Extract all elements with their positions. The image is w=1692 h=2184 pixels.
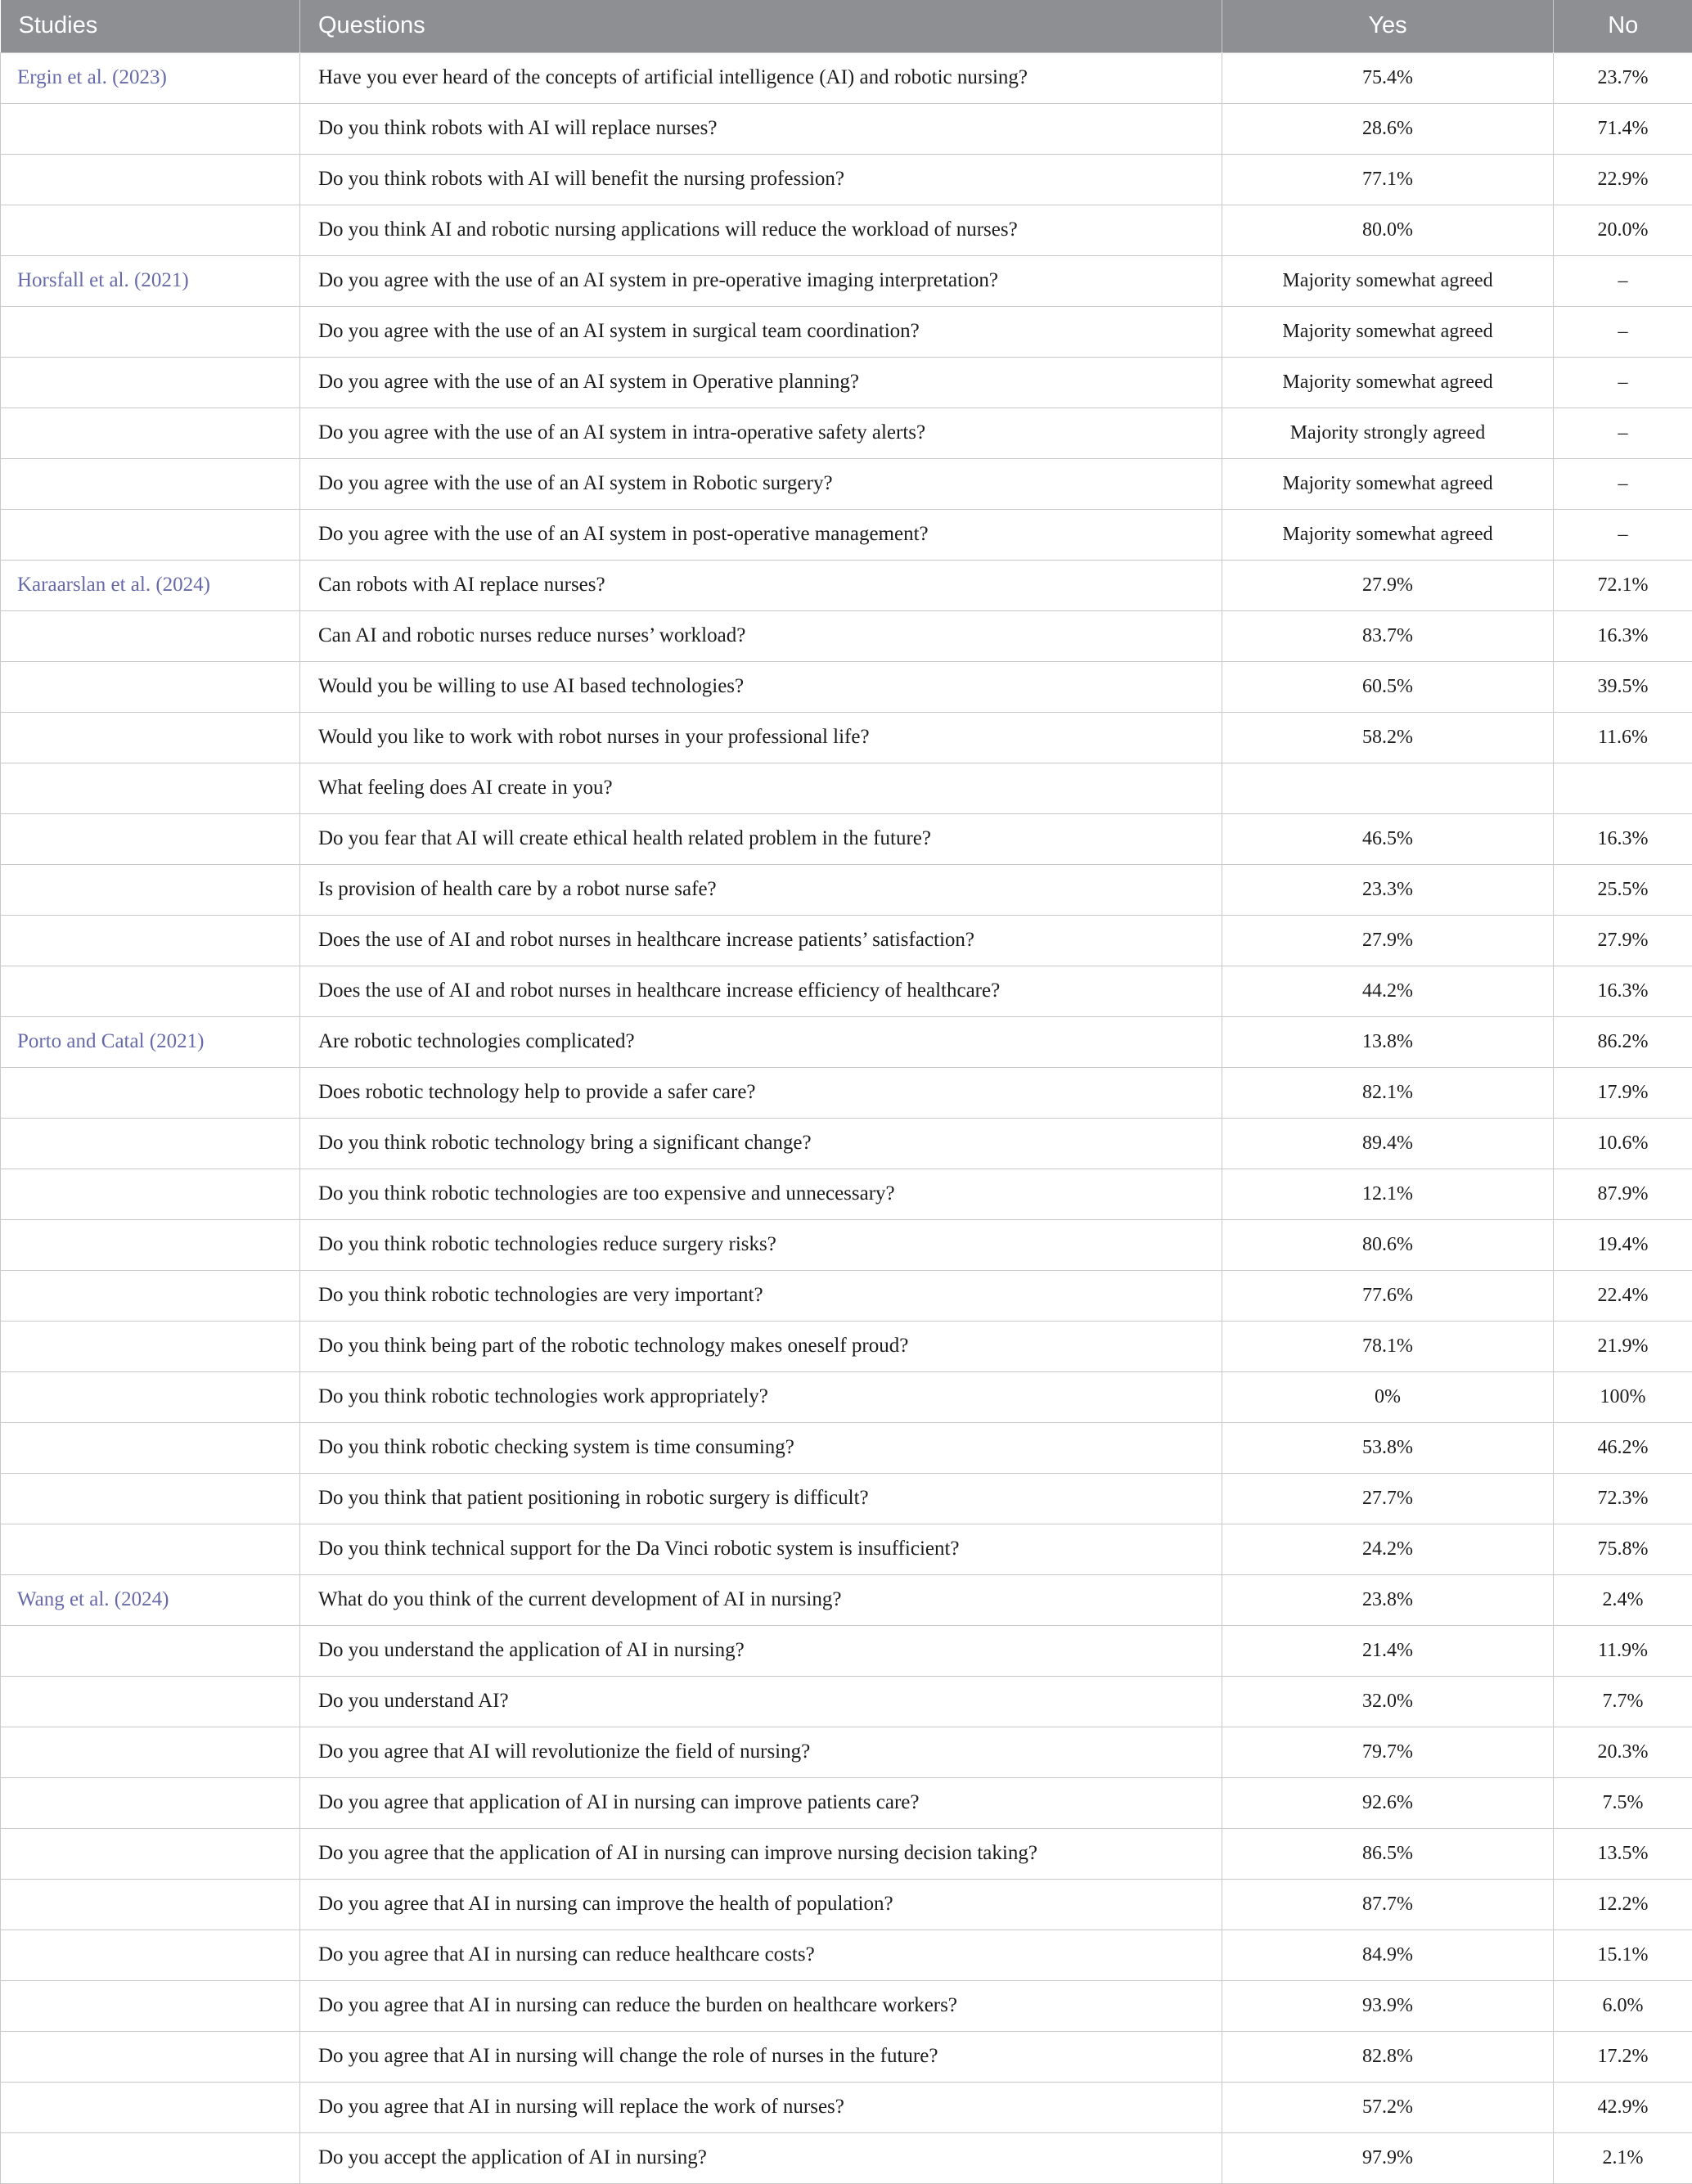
question-text: Do you think robotic technologies are very important?	[300, 1270, 1222, 1321]
study-cell	[1, 458, 300, 509]
study-cell	[1, 357, 300, 408]
table-row	[1, 1118, 1692, 1169]
no-value: 72.1%	[1554, 560, 1692, 610]
study-cell	[1, 408, 300, 458]
yes-value: 86.5%	[1222, 1828, 1554, 1879]
no-value: 27.9%	[1554, 915, 1692, 966]
question-text: Do you think robotic technologies work appropriately?	[300, 1371, 1222, 1422]
yes-value: 44.2%	[1222, 966, 1554, 1016]
yes-value: 78.1%	[1222, 1321, 1554, 1371]
no-value: 22.4%	[1554, 1270, 1692, 1321]
study-cell	[1, 2082, 300, 2132]
no-value: 16.3%	[1554, 610, 1692, 661]
table-row	[1, 2132, 1692, 2183]
study-cell	[1, 52, 300, 103]
no-value: 19.4%	[1554, 1219, 1692, 1270]
study-cell	[1, 1828, 300, 1879]
yes-value: 23.8%	[1222, 1574, 1554, 1625]
study-cell	[1, 1321, 300, 1371]
no-value: 16.3%	[1554, 813, 1692, 864]
question-text: Do you think robots with AI will replace nurses?	[300, 103, 1222, 154]
yes-value: 60.5%	[1222, 661, 1554, 712]
no-value: –	[1554, 458, 1692, 509]
yes-value: 23.3%	[1222, 864, 1554, 915]
study-cell	[1, 205, 300, 255]
study-citation-link[interactable]: Porto and Catal (2021)	[17, 1030, 205, 1052]
question-text: Do you agree with the use of an AI system in pre-operative imaging interpretation?	[300, 255, 1222, 306]
no-value: 20.0%	[1554, 205, 1692, 255]
table-row	[1, 1067, 1692, 1118]
no-value: –	[1554, 255, 1692, 306]
question-text: Do you understand the application of AI in nursing?	[300, 1625, 1222, 1676]
study-cell	[1, 966, 300, 1016]
study-cell	[1, 255, 300, 306]
question-text: Do you agree that AI in nursing can reduce the burden on healthcare workers?	[300, 1980, 1222, 2031]
question-text: Do you agree that AI in nursing will replace the work of nurses?	[300, 2082, 1222, 2132]
table-row	[1, 966, 1692, 1016]
no-value: 6.0%	[1554, 1980, 1692, 2031]
yes-value: Majority somewhat agreed	[1222, 255, 1554, 306]
study-cell	[1, 1473, 300, 1524]
question-text: Do you think robotic technologies reduce surgery risks?	[300, 1219, 1222, 1270]
header-studies: Studies	[1, 0, 300, 52]
table-row	[1, 661, 1692, 712]
study-citation-link[interactable]: Ergin et al. (2023)	[17, 66, 167, 88]
no-value: –	[1554, 306, 1692, 357]
header-no: No	[1554, 0, 1692, 52]
question-text: Have you ever heard of the concepts of artificial intelligence (AI) and robotic nursing?	[300, 52, 1222, 103]
table-row	[1, 458, 1692, 509]
no-value: 2.4%	[1554, 1574, 1692, 1625]
table-row	[1, 1473, 1692, 1524]
question-text: Do you think that patient positioning in robotic surgery is difficult?	[300, 1473, 1222, 1524]
study-cell	[1, 1727, 300, 1777]
no-value: 87.9%	[1554, 1169, 1692, 1219]
study-cell	[1, 1879, 300, 1930]
question-text: Do you agree with the use of an AI system in surgical team coordination?	[300, 306, 1222, 357]
study-cell	[1, 1524, 300, 1574]
study-cell	[1, 1371, 300, 1422]
no-value: 15.1%	[1554, 1930, 1692, 1980]
study-citation-link[interactable]: Wang et al. (2024)	[17, 1588, 169, 1610]
study-cell	[1, 306, 300, 357]
study-cell	[1, 1930, 300, 1980]
question-text: Do you agree that application of AI in nursing can improve patients care?	[300, 1777, 1222, 1828]
yes-value: Majority somewhat agreed	[1222, 306, 1554, 357]
no-value: 46.2%	[1554, 1422, 1692, 1473]
table-row	[1, 408, 1692, 458]
study-cell	[1, 2132, 300, 2183]
yes-value: 58.2%	[1222, 712, 1554, 763]
yes-value: 32.0%	[1222, 1676, 1554, 1727]
yes-value: 27.9%	[1222, 560, 1554, 610]
yes-value: 89.4%	[1222, 1118, 1554, 1169]
yes-value: 53.8%	[1222, 1422, 1554, 1473]
table-row	[1, 915, 1692, 966]
yes-value: Majority strongly agreed	[1222, 408, 1554, 458]
study-cell	[1, 1625, 300, 1676]
table-row	[1, 2031, 1692, 2082]
no-value: 17.9%	[1554, 1067, 1692, 1118]
no-value: 42.9%	[1554, 2082, 1692, 2132]
study-cell	[1, 1574, 300, 1625]
table-row	[1, 1777, 1692, 1828]
table-row	[1, 1016, 1692, 1067]
table-row	[1, 255, 1692, 306]
header-questions: Questions	[300, 0, 1222, 52]
study-cell	[1, 2031, 300, 2082]
study-cell	[1, 509, 300, 560]
yes-value: 97.9%	[1222, 2132, 1554, 2183]
no-value: 11.6%	[1554, 712, 1692, 763]
study-cell	[1, 1169, 300, 1219]
question-text: Do you agree that AI in nursing will change the role of nurses in the future?	[300, 2031, 1222, 2082]
table-row	[1, 1625, 1692, 1676]
question-text: Do you think technical support for the Da Vinci robotic system is insufficient?	[300, 1524, 1222, 1574]
study-cell	[1, 1980, 300, 2031]
yes-value: 57.2%	[1222, 2082, 1554, 2132]
yes-value: Majority somewhat agreed	[1222, 357, 1554, 408]
study-cell	[1, 712, 300, 763]
no-value: –	[1554, 509, 1692, 560]
table-row	[1, 509, 1692, 560]
question-text: Do you think being part of the robotic technology makes oneself proud?	[300, 1321, 1222, 1371]
question-text: What do you think of the current development of AI in nursing?	[300, 1574, 1222, 1625]
study-cell	[1, 610, 300, 661]
table-row	[1, 864, 1692, 915]
table-row	[1, 2082, 1692, 2132]
no-value: 10.6%	[1554, 1118, 1692, 1169]
no-value: 21.9%	[1554, 1321, 1692, 1371]
study-cell	[1, 1270, 300, 1321]
table-body	[1, 52, 1692, 2183]
table-row	[1, 1574, 1692, 1625]
no-value: 20.3%	[1554, 1727, 1692, 1777]
yes-value: 82.8%	[1222, 2031, 1554, 2082]
study-cell	[1, 1422, 300, 1473]
table-header	[1, 0, 1692, 52]
study-cell	[1, 813, 300, 864]
study-cell	[1, 661, 300, 712]
study-cell	[1, 1676, 300, 1727]
header-yes: Yes	[1222, 0, 1554, 52]
study-cell	[1, 1067, 300, 1118]
question-text: Does the use of AI and robot nurses in healthcare increase efficiency of healthcare?	[300, 966, 1222, 1016]
question-text: Do you agree with the use of an AI system in post-operative management?	[300, 509, 1222, 560]
study-cell	[1, 1118, 300, 1169]
no-value: 2.1%	[1554, 2132, 1692, 2183]
table-row	[1, 610, 1692, 661]
no-value: 7.5%	[1554, 1777, 1692, 1828]
no-value: 23.7%	[1554, 52, 1692, 103]
yes-value: 77.1%	[1222, 154, 1554, 205]
table-row	[1, 1371, 1692, 1422]
no-value: –	[1554, 408, 1692, 458]
study-citation-link[interactable]: Karaarslan et al. (2024)	[17, 574, 210, 596]
table-row	[1, 763, 1692, 813]
table-row	[1, 52, 1692, 103]
yes-value: 80.0%	[1222, 205, 1554, 255]
question-text: Does the use of AI and robot nurses in healthcare increase patients’ satisfaction?	[300, 915, 1222, 966]
no-value: 86.2%	[1554, 1016, 1692, 1067]
yes-value: Majority somewhat agreed	[1222, 509, 1554, 560]
study-cell	[1, 103, 300, 154]
yes-value: 84.9%	[1222, 1930, 1554, 1980]
question-text: Would you like to work with robot nurses in your professional life?	[300, 712, 1222, 763]
no-value: 13.5%	[1554, 1828, 1692, 1879]
study-cell	[1, 560, 300, 610]
table-row	[1, 1828, 1692, 1879]
study-cell	[1, 763, 300, 813]
yes-value	[1222, 763, 1554, 813]
yes-value: Majority somewhat agreed	[1222, 458, 1554, 509]
table-row	[1, 1676, 1692, 1727]
no-value: 100%	[1554, 1371, 1692, 1422]
yes-value: 21.4%	[1222, 1625, 1554, 1676]
question-text: Do you understand AI?	[300, 1676, 1222, 1727]
yes-value: 93.9%	[1222, 1980, 1554, 2031]
question-text: Do you think AI and robotic nursing applications will reduce the workload of nurses?	[300, 205, 1222, 255]
question-text: Do you agree with the use of an AI system in intra-operative safety alerts?	[300, 408, 1222, 458]
question-text: Do you accept the application of AI in nursing?	[300, 2132, 1222, 2183]
no-value: 75.8%	[1554, 1524, 1692, 1574]
question-text: Do you agree that AI in nursing can improve the health of population?	[300, 1879, 1222, 1930]
study-cell	[1, 864, 300, 915]
question-text: Do you think robotic checking system is time consuming?	[300, 1422, 1222, 1473]
question-text: Do you think robotic technology bring a significant change?	[300, 1118, 1222, 1169]
table-row	[1, 1270, 1692, 1321]
table-row	[1, 1169, 1692, 1219]
table-row	[1, 1980, 1692, 2031]
question-text: Is provision of health care by a robot nurse safe?	[300, 864, 1222, 915]
no-value: 17.2%	[1554, 2031, 1692, 2082]
table-row	[1, 1524, 1692, 1574]
question-text: Do you think robotic technologies are too expensive and unnecessary?	[300, 1169, 1222, 1219]
table-row	[1, 1930, 1692, 1980]
yes-value: 77.6%	[1222, 1270, 1554, 1321]
no-value: 16.3%	[1554, 966, 1692, 1016]
question-text: Do you agree with the use of an AI system in Operative planning?	[300, 357, 1222, 408]
question-text: Are robotic technologies complicated?	[300, 1016, 1222, 1067]
table-row	[1, 306, 1692, 357]
question-text: Do you agree that the application of AI in nursing can improve nursing decision taking?	[300, 1828, 1222, 1879]
question-text: Would you be willing to use AI based technologies?	[300, 661, 1222, 712]
yes-value: 28.6%	[1222, 103, 1554, 154]
header-row	[1, 0, 1692, 52]
study-cell	[1, 915, 300, 966]
yes-value: 12.1%	[1222, 1169, 1554, 1219]
question-text: Do you fear that AI will create ethical health related problem in the future?	[300, 813, 1222, 864]
no-value: 72.3%	[1554, 1473, 1692, 1524]
no-value: 7.7%	[1554, 1676, 1692, 1727]
no-value: 71.4%	[1554, 103, 1692, 154]
no-value: 22.9%	[1554, 154, 1692, 205]
yes-value: 27.7%	[1222, 1473, 1554, 1524]
table-row	[1, 205, 1692, 255]
no-value: 25.5%	[1554, 864, 1692, 915]
table-row	[1, 1219, 1692, 1270]
table-row	[1, 357, 1692, 408]
yes-value: 27.9%	[1222, 915, 1554, 966]
table-row	[1, 1321, 1692, 1371]
yes-value: 87.7%	[1222, 1879, 1554, 1930]
study-cell	[1, 1219, 300, 1270]
no-value: 11.9%	[1554, 1625, 1692, 1676]
study-cell	[1, 154, 300, 205]
study-cell	[1, 1016, 300, 1067]
table-row	[1, 154, 1692, 205]
yes-value: 24.2%	[1222, 1524, 1554, 1574]
question-text: Can robots with AI replace nurses?	[300, 560, 1222, 610]
table-row	[1, 1727, 1692, 1777]
yes-value: 80.6%	[1222, 1219, 1554, 1270]
no-value: –	[1554, 357, 1692, 408]
no-value: 39.5%	[1554, 661, 1692, 712]
question-text: Can AI and robotic nurses reduce nurses’ workload?	[300, 610, 1222, 661]
yes-value: 46.5%	[1222, 813, 1554, 864]
question-text: Do you agree that AI will revolutionize the field of nursing?	[300, 1727, 1222, 1777]
yes-value: 82.1%	[1222, 1067, 1554, 1118]
table-row	[1, 103, 1692, 154]
table-row	[1, 1879, 1692, 1930]
study-cell	[1, 1777, 300, 1828]
yes-value: 0%	[1222, 1371, 1554, 1422]
yes-value: 83.7%	[1222, 610, 1554, 661]
no-value: 12.2%	[1554, 1879, 1692, 1930]
question-text: Does robotic technology help to provide a safer care?	[300, 1067, 1222, 1118]
yes-value: 75.4%	[1222, 52, 1554, 103]
question-text: Do you agree that AI in nursing can reduce healthcare costs?	[300, 1930, 1222, 1980]
yes-value: 92.6%	[1222, 1777, 1554, 1828]
question-text: What feeling does AI create in you?	[300, 763, 1222, 813]
yes-value: 13.8%	[1222, 1016, 1554, 1067]
table-row	[1, 560, 1692, 610]
no-value	[1554, 763, 1692, 813]
table-row	[1, 1422, 1692, 1473]
question-text: Do you think robots with AI will benefit the nursing profession?	[300, 154, 1222, 205]
yes-value: 79.7%	[1222, 1727, 1554, 1777]
table-row	[1, 712, 1692, 763]
study-citation-link[interactable]: Horsfall et al. (2021)	[17, 269, 189, 291]
question-text: Do you agree with the use of an AI system in Robotic surgery?	[300, 458, 1222, 509]
table-row	[1, 813, 1692, 864]
